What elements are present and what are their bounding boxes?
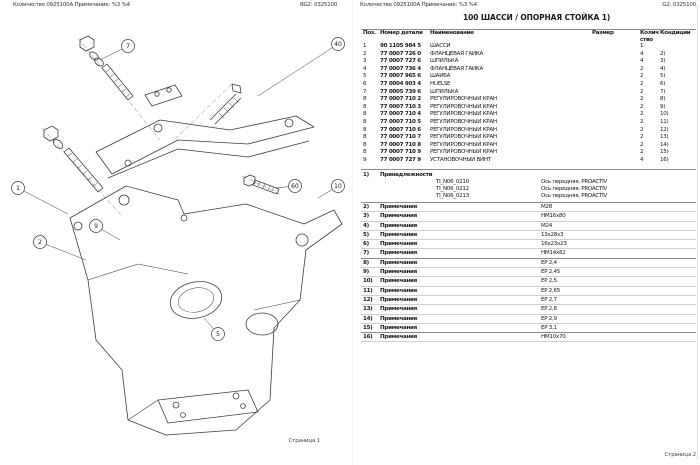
left-page-header-right: BG2: 0325100 [300, 2, 338, 8]
remark-label: Примечания [380, 269, 417, 276]
cell-qty: 2 [640, 134, 644, 141]
table-row [361, 142, 696, 150]
callout-label: 2 [38, 239, 42, 247]
cell-qty: 2 [640, 65, 644, 72]
accessory-item [361, 186, 696, 193]
cell-pos: 8 [363, 96, 367, 103]
cell-name: РЕГУЛИРОВОЧНЫЙ КРАН [430, 96, 497, 103]
cell-cond: 5) [660, 73, 666, 80]
remark-value: EP 2,8 [541, 306, 557, 313]
cell-pos: 8 [363, 103, 367, 110]
cell-name: РЕГУЛИРОВОЧНЫЙ КРАН [430, 141, 497, 148]
cell-size [592, 89, 640, 97]
cell-name: РЕГУЛИРОВОЧНЫЙ КРАН [430, 118, 497, 125]
remark-value: EP 2,4 [541, 259, 557, 266]
cell-size [592, 134, 640, 142]
cell-part-number: 77 0007 710 9 [380, 149, 421, 156]
remark-number: 4) [363, 222, 369, 229]
cell-size [592, 119, 640, 127]
table-row [361, 149, 696, 157]
col-size: Размер [592, 30, 614, 36]
cell-qty: 2 [640, 126, 644, 133]
cell-part-number: 77 0007 727 6 [380, 58, 421, 65]
cell-qty: 2 [640, 73, 644, 80]
cell-cond: 3) [660, 58, 666, 65]
cell-cond [658, 43, 696, 51]
table-bottom-rule [361, 169, 696, 170]
leader-line [40, 242, 86, 260]
remark-label: Примечания [380, 306, 417, 313]
remark-label: Примечания [380, 204, 417, 210]
cell-part-number: 77 0007 736 4 [380, 65, 421, 72]
cell-pos: 6 [363, 80, 367, 87]
remark-value: EP 2,45 [541, 269, 561, 276]
cell-qty: 2 [640, 118, 644, 125]
remarks-list [361, 203, 696, 342]
page-title: 100 ШАССИ / ОПОРНАЯ СТОЙКА 1) [463, 13, 611, 22]
cell-pos: 8 [363, 111, 367, 118]
cell-pos: 4 [363, 65, 367, 72]
cell-cond: 7) [660, 88, 666, 95]
callout-label: 60 [291, 183, 299, 191]
cell-size [592, 51, 640, 59]
remark-label: Примечания [380, 324, 417, 331]
note-number: 1) [363, 172, 369, 178]
upper-arms [96, 116, 314, 178]
table-row [361, 58, 696, 66]
remark-label: Примечания [380, 231, 417, 238]
remark-value: 16x23x23 [541, 241, 567, 248]
cell-cond: 15) [660, 149, 669, 156]
remark-number: 7) [363, 250, 369, 257]
spacer [380, 179, 436, 186]
remark-label: Примечания [380, 278, 417, 285]
accessory-value: Ось передняя, PROACTIV [541, 193, 607, 199]
cell-part-number: 77 0007 710 7 [380, 134, 421, 141]
table-row [361, 43, 696, 51]
cell-part-number: 77 0005 739 6 [380, 88, 421, 95]
cell-part-number: 77 0007 710 4 [380, 111, 421, 118]
note-label: Принадлежности [380, 172, 433, 178]
cell-cond: 9) [660, 103, 666, 110]
accessories-header [361, 172, 696, 179]
cell-size [592, 104, 640, 112]
cell-qty: 4 [640, 50, 644, 57]
spacer [380, 193, 436, 200]
cell-qty: 2 [640, 111, 644, 118]
table-row [361, 81, 696, 89]
remark-row [361, 222, 696, 231]
cell-size [592, 157, 640, 165]
remark-row [361, 203, 696, 212]
cell-qty: 1 [640, 43, 644, 49]
remark-number: 6) [363, 241, 369, 248]
remark-value: EP 2,9 [541, 315, 557, 322]
leader-line [258, 44, 338, 96]
col-qty-line1: Колич [640, 30, 659, 36]
fastener-group-left [44, 126, 103, 192]
remark-row [361, 240, 696, 249]
table-row [361, 157, 696, 165]
bottom-plate [158, 390, 258, 423]
callout-label: 1 [16, 185, 20, 193]
cell-cond: 2) [660, 50, 666, 57]
remark-value: EP 2,65 [541, 287, 561, 294]
remark-number: 2) [363, 204, 369, 210]
table-row [361, 104, 696, 112]
left-page-number: Страница 1 [288, 438, 320, 444]
cell-cond: 8) [660, 96, 666, 103]
cell-pos: 7 [363, 88, 367, 95]
accessory-item [361, 179, 696, 186]
cell-part-number: 77 0007 710 3 [380, 103, 421, 110]
cell-pos: 8 [363, 141, 367, 148]
cell-size [592, 73, 640, 81]
accessory-code: TI_N06_0210 [436, 179, 469, 185]
spacer [361, 186, 380, 193]
accessories-items [361, 179, 696, 200]
bolt-side [244, 175, 279, 194]
cell-part-number: 77 0007 710 6 [380, 126, 421, 133]
cell-pos: 8 [363, 134, 367, 141]
table-row [361, 51, 696, 59]
cell-cond: 4) [660, 65, 666, 72]
accessory-item [361, 193, 696, 200]
remark-label: Примечания [380, 241, 417, 248]
cell-cond: 10) [660, 111, 669, 118]
cell-name: HUELSE [430, 80, 451, 87]
col-qty [640, 30, 658, 43]
parts-table-header [361, 30, 696, 43]
callout-balloons [12, 38, 345, 341]
callout-label: 10 [334, 183, 342, 191]
remark-number: 15) [363, 324, 373, 331]
cell-size [592, 111, 640, 119]
remark-label: Примечания [380, 296, 417, 303]
right-page-number: Страница 2 [664, 452, 696, 458]
accessory-code: TI_N06_0212 [436, 186, 469, 192]
frame-body [70, 186, 342, 435]
remark-row [361, 296, 696, 305]
cell-name: РЕГУЛИРОВОЧНЫЙ КРАН [430, 103, 497, 110]
table-row [361, 134, 696, 142]
callout-label: 40 [334, 41, 342, 49]
col-qty-line2: ство [640, 36, 653, 43]
remark-number: 12) [363, 296, 373, 303]
cell-cond: 12) [660, 126, 669, 133]
remark-label: Примечания [380, 259, 417, 266]
cell-part-number: 90 1105 984 5 [380, 43, 421, 49]
remark-row [361, 333, 696, 342]
cell-cond: 16) [660, 156, 669, 163]
remark-row [361, 287, 696, 296]
cell-name: ШПИЛЬКА [430, 58, 459, 65]
cell-name: ШАЙБА [430, 73, 451, 80]
accessory-value: Ось передняя, PROACTIV [541, 179, 607, 185]
cell-pos: 8 [363, 149, 367, 156]
cell-cond: 11) [660, 118, 669, 125]
remark-row [361, 212, 696, 221]
cell-cond: 13) [660, 134, 669, 141]
spacer [380, 186, 436, 193]
remark-row [361, 315, 696, 324]
callout-label: 7 [126, 43, 130, 51]
accessory-value: Ось передняя, PROACTIV [541, 186, 607, 192]
remark-value: HM10x70 [541, 334, 566, 341]
cell-part-number: 77 0007 710 5 [380, 118, 421, 125]
remark-number: 13) [363, 306, 373, 313]
table-row [361, 127, 696, 135]
cell-part-number: 77 0007 727 9 [380, 156, 421, 163]
table-row [361, 73, 696, 81]
remark-row [361, 231, 696, 240]
cell-name: УСТАНОВОЧНЫЙ ВИНТ [430, 156, 491, 163]
page-divider [352, 0, 353, 465]
page-edge [697, 4, 698, 460]
accessories-block [361, 172, 696, 203]
cell-pos: 8 [363, 126, 367, 133]
remark-value: HM16x80 [541, 213, 566, 220]
col-part: Номер детали [380, 30, 423, 36]
remark-number: 8) [363, 259, 369, 266]
remark-row [361, 268, 696, 277]
spacer [361, 193, 380, 200]
cell-part-number: 77 0004 903 4 [380, 80, 421, 87]
cell-name: РЕГУЛИРОВОЧНЫЙ КРАН [430, 149, 497, 156]
remark-row [361, 305, 696, 314]
parts-table-rows [361, 43, 696, 165]
remark-label: Примечания [380, 213, 417, 220]
remark-value: HM14x82 [541, 250, 566, 257]
remark-label: Примечания [380, 287, 417, 294]
cell-pos: 1 [363, 43, 367, 49]
cell-part-number: 77 0007 726 0 [380, 50, 421, 57]
cell-name: ФЛАНЦЕВАЯ ГАЙКА [430, 50, 483, 57]
cell-qty: 2 [640, 80, 644, 87]
remark-number: 5) [363, 231, 369, 238]
notes-section [361, 172, 696, 342]
remark-value: 13x28x3 [541, 231, 564, 238]
callout-label: 5 [216, 331, 220, 339]
remark-value: EP 2,7 [541, 296, 557, 303]
cell-size [592, 96, 640, 104]
remark-number: 11) [363, 287, 373, 294]
remark-number: 10) [363, 278, 373, 285]
remark-label: Примечания [380, 222, 417, 229]
remark-row [361, 259, 696, 268]
spacer [361, 179, 380, 186]
remark-label: Примечания [380, 334, 417, 341]
cell-part-number: 77 0007 965 6 [380, 73, 421, 80]
remark-row [361, 249, 696, 258]
right-page-header-left: Количество 0925100A Примечание: %3 %4 [360, 2, 477, 8]
cell-size [592, 81, 640, 89]
shim-plate [145, 85, 182, 106]
cell-pos: 5 [363, 73, 367, 80]
remark-label: Примечания [380, 250, 417, 257]
cell-size [592, 127, 640, 135]
cell-name: РЕГУЛИРОВОЧНЫЙ КРАН [430, 134, 497, 141]
remark-number: 3) [363, 213, 369, 220]
right-page-header-right: G2: 0325100 [662, 2, 696, 8]
callout-label: 9 [94, 223, 98, 231]
remark-label: Примечания [380, 315, 417, 322]
cell-name: ШПИЛЬКА [430, 88, 459, 95]
cell-pos: 3 [363, 58, 367, 65]
cell-size [592, 149, 640, 157]
left-page-header-left: Количество 0925100A Примечание: %3 %4 [13, 2, 130, 8]
remark-value: M28 [541, 204, 553, 210]
col-cond: Кондиции [660, 30, 691, 36]
cell-qty: 2 [640, 88, 644, 95]
remark-row [361, 324, 696, 333]
table-row [361, 111, 696, 119]
cell-size [592, 66, 640, 74]
table-row [361, 89, 696, 97]
col-name: Наименование [430, 30, 474, 36]
table-row [361, 66, 696, 74]
cell-pos: 9 [363, 156, 367, 163]
cell-name: ФЛАНЦЕВАЯ ГАЙКА [430, 65, 483, 72]
cell-pos: 2 [363, 50, 367, 57]
remark-value: EP 3,1 [541, 324, 557, 331]
remark-value: EP 2,5 [541, 278, 557, 285]
cell-size [592, 142, 640, 150]
remark-number: 16) [363, 334, 373, 341]
cell-cond: 14) [660, 141, 669, 148]
cell-name: РЕГУЛИРОВОЧНЫЙ КРАН [430, 111, 497, 118]
cell-qty: 4 [640, 156, 644, 163]
cell-qty: 2 [640, 96, 644, 103]
cell-pos: 8 [363, 118, 367, 125]
cell-name: ШАССИ [430, 43, 451, 49]
cell-part-number: 77 0007 710 8 [380, 141, 421, 148]
remark-row [361, 277, 696, 286]
accessory-code: TI_N06_0213 [436, 193, 469, 199]
cell-size [592, 43, 640, 51]
cell-cond: 6) [660, 80, 666, 87]
cell-size [592, 58, 640, 66]
cell-qty: 2 [640, 141, 644, 148]
exploded-diagram [8, 28, 348, 438]
table-row [361, 96, 696, 104]
remark-number: 14) [363, 315, 373, 322]
table-row [361, 119, 696, 127]
remark-value: M24 [541, 222, 553, 229]
cell-qty: 2 [640, 149, 644, 156]
cell-qty: 2 [640, 103, 644, 110]
col-pos: Поз. [363, 30, 376, 36]
cell-part-number: 77 0007 710 2 [380, 96, 421, 103]
remark-number: 9) [363, 269, 369, 276]
cell-name: РЕГУЛИРОВОЧНЫЙ КРАН [430, 126, 497, 133]
cell-qty: 4 [640, 58, 644, 65]
leader-line [18, 188, 68, 214]
